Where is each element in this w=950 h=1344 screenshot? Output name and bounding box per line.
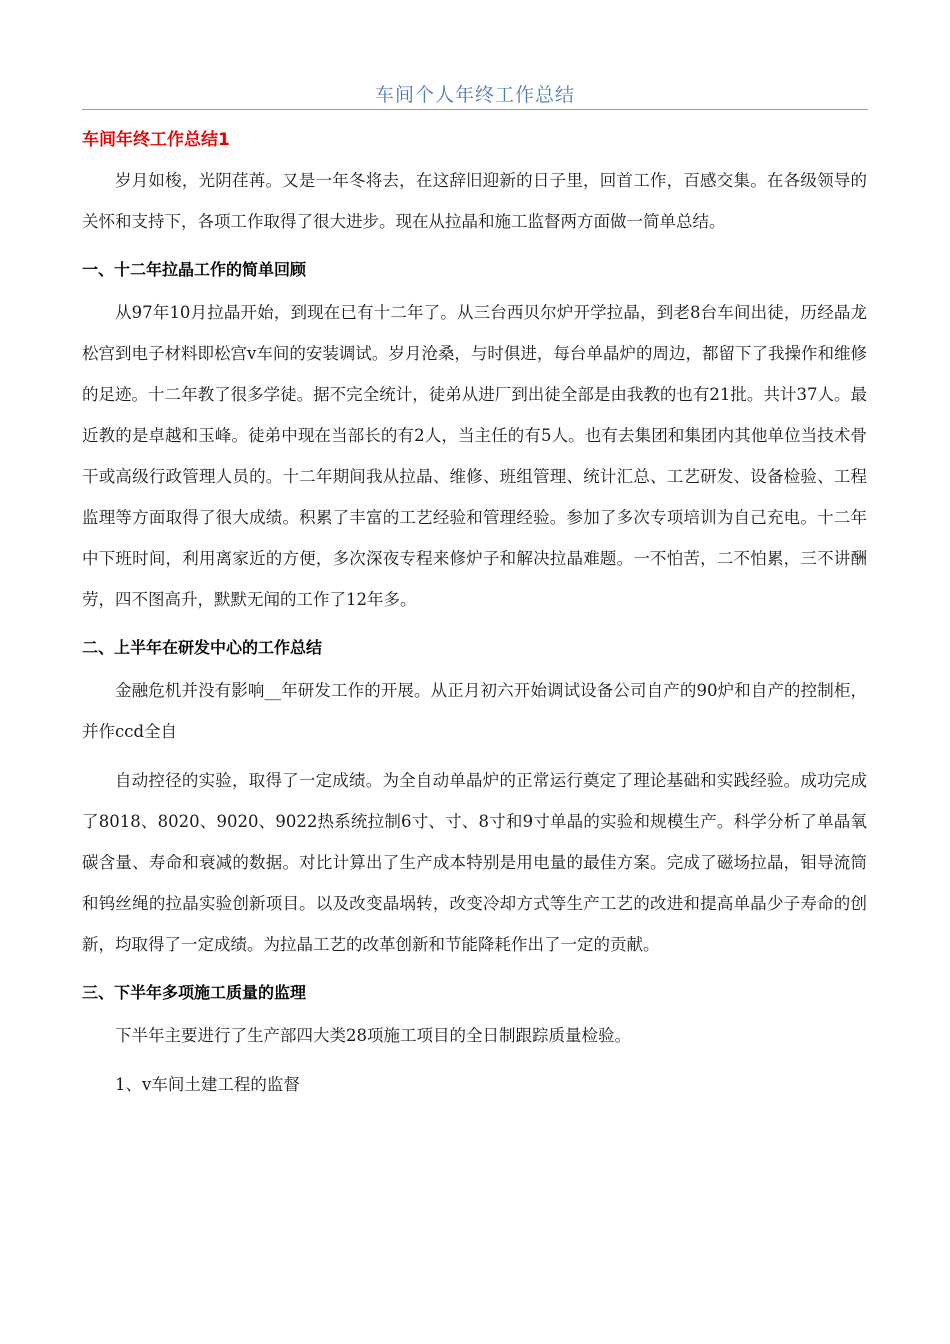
document-body (82, 126, 867, 1105)
section-2-paragraph-1: 金融危机并没有影响__年研发工作的开展。从正月初六开始调试设备公司自产的90炉和自产的控制柜，并作ccd全自 (82, 681, 867, 741)
section-1-paragraph-1: 从97年10月拉晶开始，到现在已有十二年了。从三台西贝尔炉开学拉晶，到老8台车间出徒，历经晶龙松宫到电子材料即松宫v车间的安装调试。岁月沧桑，与时俱进，每台单晶炉的周边，都留下了我操作和维修的足迹。十二年教了很多学徒。据不完全统计，徒弟从进厂到出徒全部是由我教的也有21批。共计37人。最近教的是卓越和玉峰。徒弟中现在当部长的有2人，当主任的有5人。也有去集团和集团内其他单位当技术骨干或高级行政管理人员的。十二年期间我从拉晶、维修、班组管理、统计汇总、工艺研发、设备检验、工程监理等方面取得了很大成绩。积累了丰富的工艺经验和管理经验。参加了多次专项培训为自己充电。十二年中下班时间，利用离家近的方便，多次深夜专程来修炉子和解决拉晶难题。一不怕苦，二不怕累，三不讲酬劳，四不图高升，默默无闻的工作了12年多。 (82, 303, 867, 609)
title-divider (82, 109, 868, 110)
section-heading-3: 三、下半年多项施工质量的监理 (82, 983, 307, 1002)
section-heading-1: 一、十二年拉晶工作的简单回顾 (82, 260, 307, 279)
section-2-paragraph-2: 自动控径的实验，取得了一定成绩。为全自动单晶炉的正常运行奠定了理论基础和实践经验。成功完成了8018、8020、9020、9022热系统拉制6寸、寸、8寸和9寸单晶的实验和规模生产。科学分析了单晶氧碳含量、寿命和衰减的数据。对比计算出了生产成本特别是用电量的最佳方案。完成了磁场拉晶，钼导流筒和钨丝绳的拉晶实验创新项目。以及改变晶埚转，改变冷却方式等生产工艺的改进和提高单晶少子寿命的创新，均取得了一定成绩。为拉晶工艺的改革创新和节能降耗作出了一定的贡献。 (82, 771, 867, 954)
section-3-paragraph-1: 下半年主要进行了生产部四大类28项施工项目的全日制跟踪质量检验。 (115, 1026, 631, 1045)
section-3-paragraph-2: 1、v车间土建工程的监督 (115, 1075, 300, 1094)
document-title: 车间个人年终工作总结 (374, 84, 575, 106)
section-heading-2: 二、上半年在研发中心的工作总结 (82, 638, 323, 657)
document-subtitle: 车间年终工作总结1 (82, 130, 230, 150)
intro-paragraph: 岁月如梭，光阴荏苒。又是一年冬将去，在这辞旧迎新的日子里，回首工作，百感交集。在各级领导的关怀和支持下，各项工作取得了很大进步。现在从拉晶和施工监督两方面做一简单总结。 (82, 171, 867, 231)
